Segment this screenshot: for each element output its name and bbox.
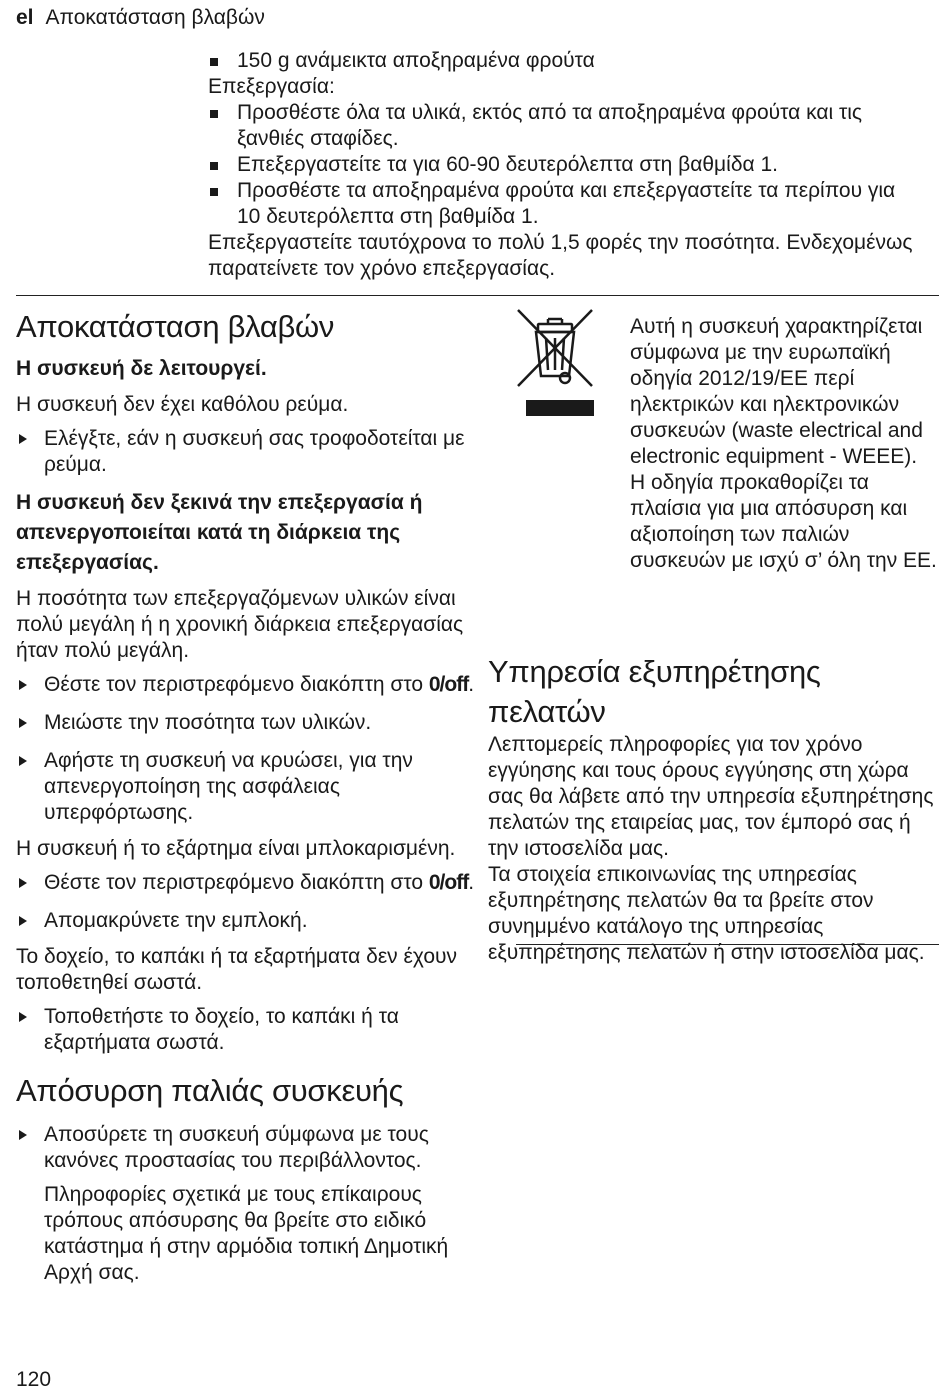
problem-cause: Η συσκευή δεν έχει καθόλου ρεύμα. (16, 393, 349, 416)
ingredient-item: 150 g ανάμεικτα αποξηραμένα φρούτα (208, 48, 923, 74)
customer-service-title: Υπηρεσία εξυπηρέτησης πελατών (488, 654, 821, 729)
problem-heading: Η συσκευή δεν ξεκινά την επεξεργασία ή απενεργοποιείται κατά τη διάρκεια της επεξεργασίας. (16, 491, 423, 574)
off-symbol: 0/off (428, 871, 469, 894)
crossed-out-wheelie-bin-icon (516, 308, 596, 428)
section-divider (16, 295, 939, 296)
problem-heading: Η συσκευή δε λειτουργεί. (16, 357, 267, 380)
page-header (16, 6, 265, 30)
processing-step: Προσθέστε όλα τα υλικά, εκτός από τα αποξηραμένα φρούτα και τις ξανθιές σταφίδες. (208, 100, 923, 152)
disposal-title: Απόσυρση παλιάς συσκευής (16, 1073, 404, 1108)
remedy-item: Τοποθετήστε το δοχείο, το καπάκι ή τα εξαρτήματα σωστά. (16, 1004, 476, 1056)
off-symbol: 0/off (428, 673, 469, 696)
language-code: el (16, 6, 34, 29)
processing-label: Επεξεργασία: (208, 75, 335, 98)
remedy-text: Θέστε τον περιστρεφόμενο διακόπτη στο (44, 673, 424, 696)
remedy-item: Θέστε τον περιστρεφόμενο διακόπτη στο 0/off. (16, 672, 476, 698)
disposal-info: Πληροφορίες σχετικά με τους επίκαιρους τρόπους απόσυρσης θα βρείτε στο ειδικό κατάστημα ή στην αρμόδια τοπική Δημοτική Αρχή σας. (44, 1183, 449, 1284)
remedy-item: Μειώστε την ποσότητα των υλικών. (16, 710, 476, 736)
customer-service-body (488, 732, 939, 966)
remedy-item: Απομακρύνετε την εμπλοκή. (16, 908, 476, 934)
weee-paragraph: Η οδηγία προκαθορίζει τα πλαίσια για μια απόσυρση και αξιοποίηση των παλιών συσκευών με ισχύ σ’ όλη την ΕΕ. (630, 471, 937, 572)
left-column (16, 308, 476, 1286)
service-paragraph: Τα στοιχεία επικοινωνίας της υπηρεσίας εξυπηρέτησης πελατών θα τα βρείτε στον συνημμένο κατάλογο της υπηρεσίας εξυπηρέτησης πελατών ή στην ιστοσελίδα μας. (488, 863, 925, 964)
remedy-item: Θέστε τον περιστρεφόμενο διακόπτη στο 0/off. (16, 870, 476, 896)
service-paragraph: Λεπτομερείς πληροφορίες για τον χρόνο εγγύησης και τους όρους εγγύησης στη χώρα σας θα λάβετε από την υπηρεσία εξυπηρέτησης πελατών της εταιρείας μας, τον έμπορό σας ή την ιστοσελίδα μας. (488, 733, 934, 860)
remedy-item: Ελέγξτε, εάν η συσκευή σας τροφοδοτείται με ρεύμα. (16, 426, 476, 478)
disposal-instruction: Αποσύρετε τη συσκευή σύμφωνα με τους κανόνες προστασίας του περιβάλλοντος. (16, 1122, 476, 1174)
weee-paragraph: Αυτή η συσκευή χαρακτηρίζεται σύμφωνα με την ευρωπαϊκή οδηγία 2012/19/ΕΕ περί ηλεκτρικών και ηλεκτρονικών συσκευών (waste electrical and electronic equipment - WEEE). (630, 315, 923, 468)
page-number: 120 (16, 1368, 52, 1391)
weee-notice (516, 308, 939, 630)
remedy-text: Θέστε τον περιστρεφόμενο διακόπτη στο (44, 871, 424, 894)
weee-text (630, 314, 940, 574)
processing-step: Προσθέστε τα αποξηραμένα φρούτα και επεξεργαστείτε τα περίπου για 10 δευτερόλεπτα στη βαθμίδα 1. (208, 178, 923, 230)
remedy-item: Αφήστε τη συσκευή να κρυώσει, για την απενεργοποίηση της ασφάλειας υπερφόρτωσης. (16, 748, 476, 826)
processing-note: Επεξεργαστείτε ταυτόχρονα το πολύ 1,5 φορές την ποσότητα. Ενδεχομένως παρατείνετε τον χρόνο επεξεργασίας. (208, 231, 913, 280)
processing-step: Επεξεργαστείτε τα για 60-90 δευτερόλεπτα στη βαθμίδα 1. (208, 152, 923, 178)
troubleshooting-title: Αποκατάσταση βλαβών (16, 309, 335, 344)
recipe-continuation (208, 48, 923, 282)
problem-cause: Το δοχείο, το καπάκι ή τα εξαρτήματα δεν έχουν τοποθετηθεί σωστά. (16, 945, 457, 994)
right-column (488, 308, 939, 964)
problem-cause: Η ποσότητα των επεξεργαζόμενων υλικών είναι πολύ μεγάλη ή η χρονική διάρκεια επεξεργασίας ήταν πολύ μεγάλη. (16, 587, 464, 662)
header-title: Αποκατάσταση βλαβών (45, 6, 265, 29)
problem-cause: Η συσκευή ή το εξάρτημα είναι μπλοκαρισμένη. (16, 837, 456, 860)
